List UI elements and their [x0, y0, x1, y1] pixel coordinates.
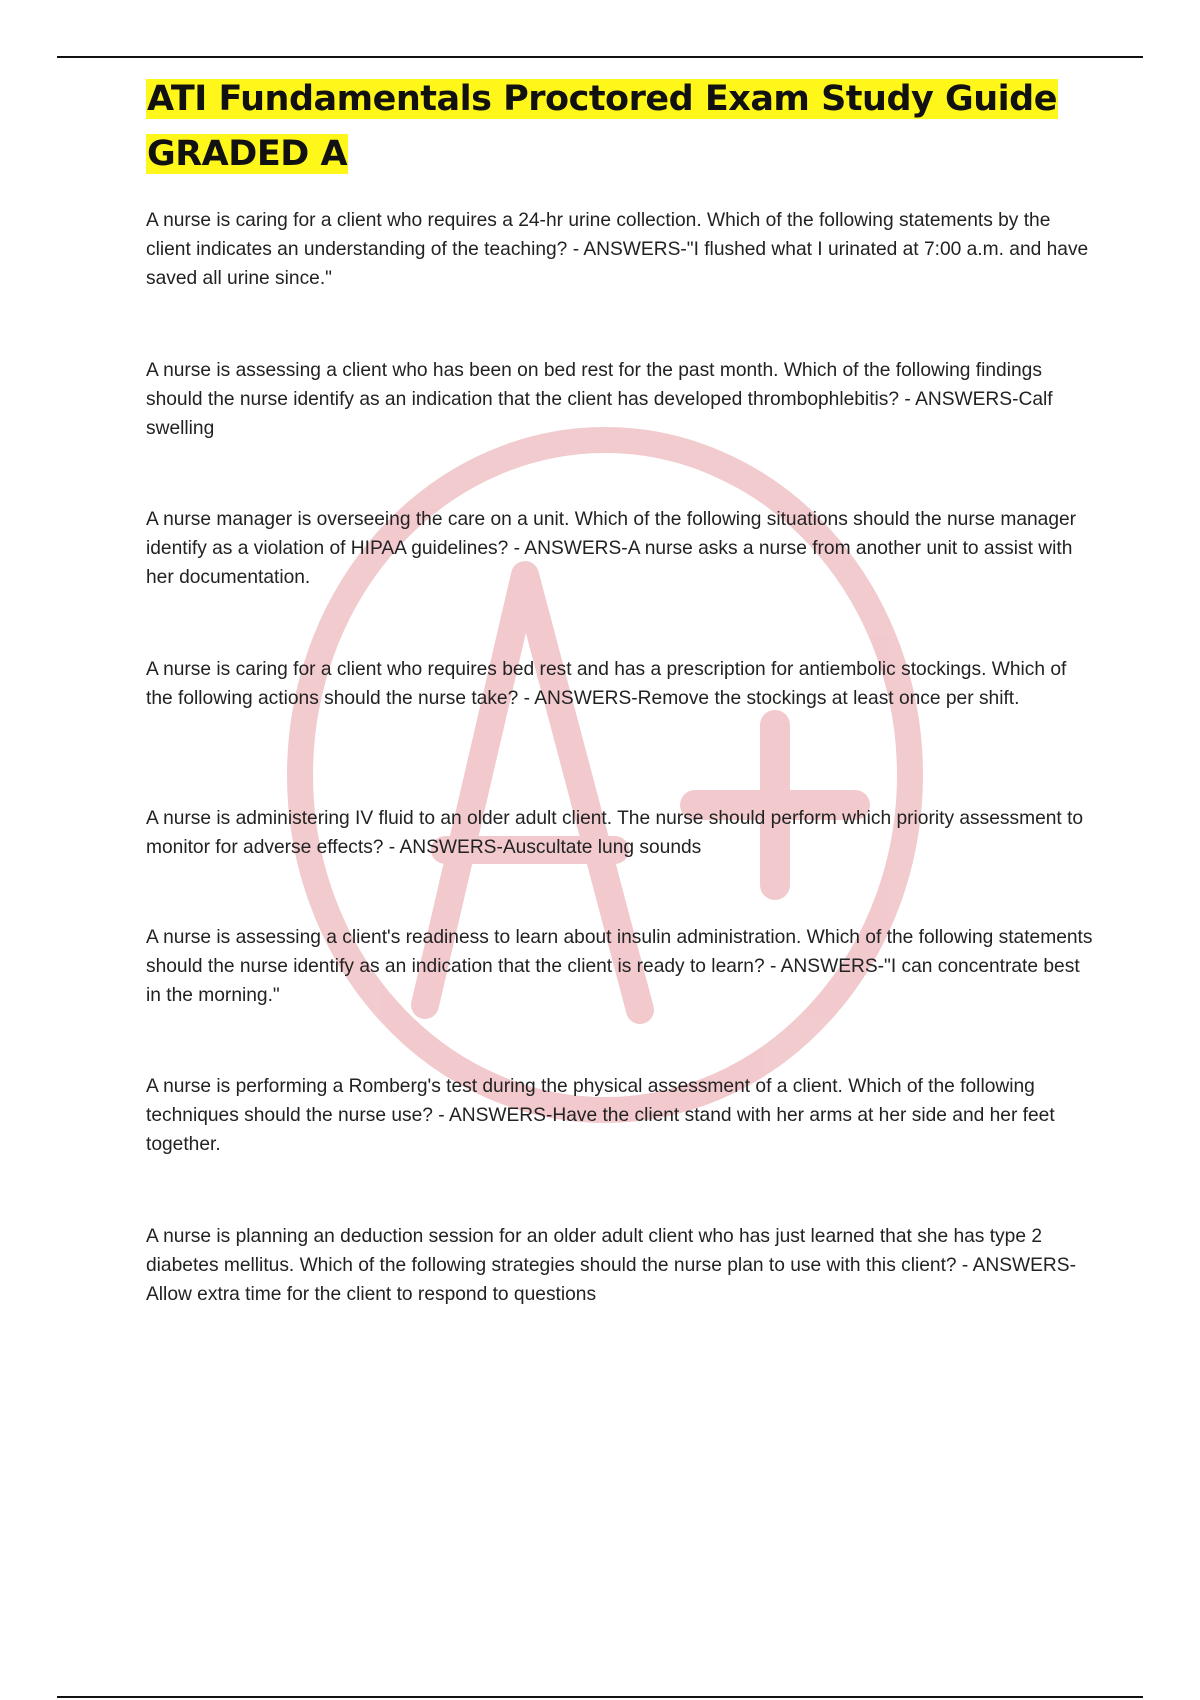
qa-item-1: A nurse is caring for a client who requires a 24-hr urine collection. Which of the following statements by the client indicates an understanding of the teaching? - ANSWERS-"I flushed what I urinated at 7:00 a.m. and have saved all urine since.": [146, 210, 1089, 289]
qa-item-4: A nurse is caring for a client who requires bed rest and has a prescription for antiembolic stockings. Which of the following actions should the nurse take? - ANSWERS-Remove the stockings at least once per shift.: [146, 659, 1067, 709]
document-title: [146, 72, 1096, 182]
qa-item-8: A nurse is planning an deduction session for an older adult client who has just learned that she has type 2 diabetes mellitus. Which of the following strategies should the nurse plan to use with this client? - ANSWERS-Allow extra time for the client to respond to questions: [146, 1226, 1076, 1305]
qa-item-2: A nurse is assessing a client who has been on bed rest for the past month. Which of the following findings should the nurse identify as an indication that the client has developed thrombophlebitis? - ANSWERS-Calf swelling: [146, 360, 1053, 439]
qa-item-7: A nurse is performing a Romberg's test during the physical assessment of a client. Which of the following techniques should the nurse use? - ANSWERS-Have the client stand with her arms at her side and her feet together.: [146, 1076, 1055, 1155]
document-body: [146, 72, 1096, 1305]
qa-item-5: A nurse is administering IV fluid to an older adult client. The nurse should perform which priority assessment to monitor for adverse effects? - ANSWERS-Auscultate lung sounds: [146, 808, 1084, 858]
title-line-2: GRADED A: [147, 134, 348, 174]
bottom-rule: [57, 1696, 1143, 1698]
qa-item-3: A nurse manager is overseeing the care on a unit. Which of the following situations should the nurse manager identify as a violation of HIPAA guidelines? - ANSWERS-A nurse asks a nurse from another unit to assist with her documentation.: [146, 509, 1077, 588]
title-line-1: ATI Fundamentals Proctored Exam Study Guide: [147, 79, 1057, 119]
qa-item-6: A nurse is assessing a client's readiness to learn about insulin administration. Which of the following statements should the nurse identify as an indication that the client is ready to learn? - ANSWERS-"I can concentrate best in the morning.": [146, 927, 1093, 1006]
top-rule: [57, 56, 1143, 58]
